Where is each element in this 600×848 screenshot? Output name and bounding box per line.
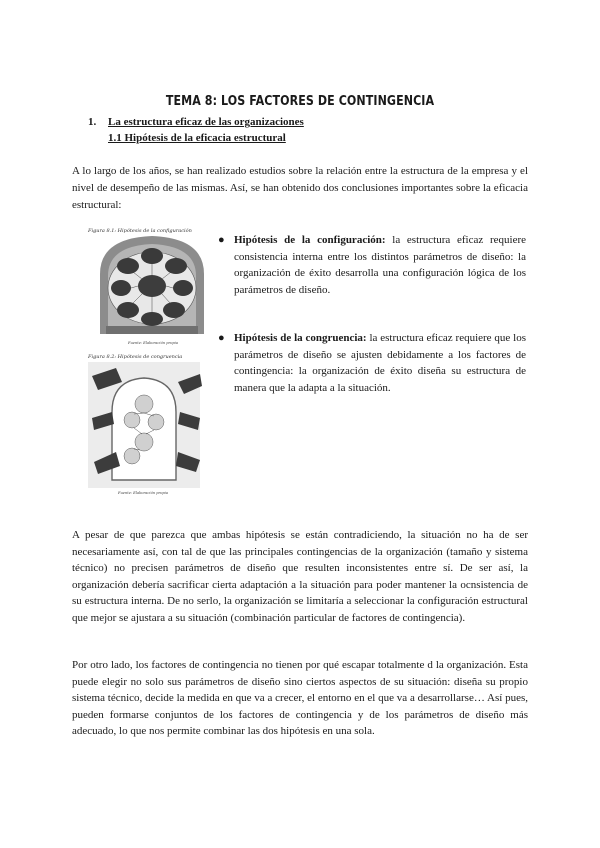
bullet-text: la estructura eficaz requiere consistencia interna entre los distintos parámetros de diseño: la organización de éxito desarrolla una configuración lógica de los parámetros de diseño.: [234, 234, 526, 296]
bullet-symbol: ●: [218, 234, 225, 246]
section-heading-1: [88, 116, 304, 128]
configuration-hypothesis-figure: [86, 226, 218, 348]
figure1-caption: Figura 8.1: Hipótesis de la configuración: [88, 228, 192, 234]
section-title: La estructura eficaz de las organizaciones: [108, 116, 304, 128]
bullet-configuration-hypothesis: [218, 232, 526, 298]
congruence-hypothesis-figure: [82, 352, 206, 498]
section-number: 1.: [88, 116, 97, 128]
paragraph-contingency-choice: Por otro lado, los factores de contingencia no tienen por qué escapar totalmente d la organización. Esta puede elegir no solo sus parámetros de diseño sino ciertos aspectos de su situación: diseña su propio sistema técnico, decide la medida en que va a crecer, el entorno en el que va a desarrollarse… Así pues, pueden formarse conjuntos de los factores de contingencia y de los parámetros de diseño más adecuado, lo que nos permite combinar las dos hipótesis en una sola.: [72, 659, 528, 738]
figure2-source: Fuente: Elaboración propia: [118, 491, 168, 495]
bullet-text: la estructura eficaz requiere que los parámetros de diseño se ajusten debidamente a los factores de contingencia: la organización de éxito diseña su estructura de manera que la adapta a la situación.: [234, 332, 526, 394]
page-title: TEMA 8: LOS FACTORES DE CONTINGENCIA: [165, 93, 435, 109]
figure1-source: Fuente: Elaboración propia: [128, 341, 178, 345]
bullet-congruence-hypothesis: [218, 330, 526, 396]
figure1-center-node: [138, 275, 166, 297]
subsection-heading-1-1: 1.1 Hipótesis de la eficacia estructural: [108, 132, 286, 144]
paragraph-contradiction: A pesar de que parezca que ambas hipótesis se están contradiciendo, la situación no ha de ser necesariamente así, con tal de que las principales contingencias de la organización (tamaño y sistema técnico) no precisen parámetros de diseño que resulten inconsistentes entre sí. De ser así, la organización debería sacrificar cierta adaptación a la situación para poder mantener la ocnsistencia de su estructura interna. De no serlo, la organización se limitaría a seleccionar la configuración estructural que mejor se ajustara a su situación (combinación particular de factores de contingencia).: [72, 529, 528, 624]
bullet-symbol: ●: [218, 332, 225, 344]
intro-paragraph: A lo largo de los años, se han realizado estudios sobre la relación entre la estructura de la empresa y el nivel de desempeño de las mismas. Así, se han obtenido dos conclusiones importantes sobre la eficacia estructural:: [72, 165, 528, 211]
figure2-arch: [112, 378, 176, 480]
figure2-caption: Figura 8.2: Hipótesis de congruencia: [88, 354, 183, 360]
bullet-lead: Hipótesis de la configuración:: [234, 234, 386, 246]
bullet-lead: Hipótesis de la congruencia:: [234, 332, 367, 344]
